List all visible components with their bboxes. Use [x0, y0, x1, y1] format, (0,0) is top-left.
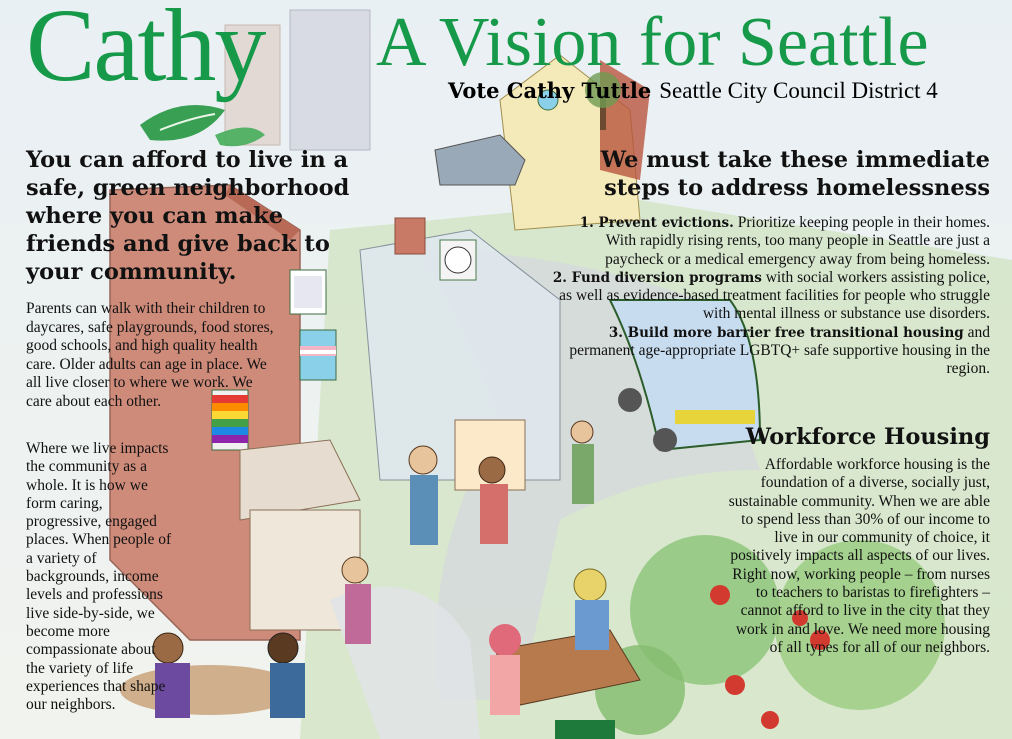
workforce-body: Affordable workforce housing is the foundation of a diverse, socially just, sustainable community. When we are able to spend less than 30% of our income to live in our community of choice, it positively impacts all aspects of our lives. Right now, working people – from nurses to teachers to baristas to firefighters – cannot afford to live in the city that they work in and love. We need more housing of all types for all of our neighbors.: [728, 456, 990, 656]
left-paragraph-1: Parents can walk with their children to daycares, safe playgrounds, food stores, good schools, and high quality health care. Older adults can age in place. We all live closer to where we work. We care about each other.: [26, 300, 274, 410]
step-title: 3. Build more barrier free transitional housing: [608, 324, 964, 341]
homelessness-heading: We must take these immediate steps to address homelessness: [600, 147, 990, 201]
workforce-heading: Workforce Housing: [745, 424, 990, 450]
step-title: 1. Prevent evictions.: [579, 215, 734, 231]
step-item: [550, 214, 990, 269]
homelessness-steps: [550, 214, 990, 379]
left-heading: You can afford to live in a safe, green neighborhood where you can make friends and give back to your community.: [26, 147, 350, 285]
page-title: A Vision for Seattle: [376, 4, 929, 81]
step-text: and permanent age-appropriate LGBTQ+ safe supportive housing in the region.: [569, 323, 990, 378]
step-text: Prioritize keeping people in their homes. With rapidly rising rents, too many people in Seattle are just a paycheck or a medical emergency away from being homeless.: [605, 214, 990, 268]
vote-line: [448, 78, 938, 104]
step-item: [550, 324, 990, 379]
step-text: with social workers assisting police, as well as evidence-based treatment facilities for people who struggle with mental illness or substance use disorders.: [559, 268, 990, 323]
step-title: 2. Fund diversion programs: [552, 269, 762, 286]
vote-cathy-tuttle: Vote Cathy Tuttle: [448, 78, 652, 103]
left-paragraph-2: Where we live impacts the community as a whole. It is how we form caring, progressive, engaged places. When people of a variety of backgrounds, income levels and professions live side-by-side, we become more compassionate about the variety of life experiences that shape our neighbors.: [26, 440, 172, 714]
cathy-logo: Cathy: [26, 0, 265, 103]
step-item: [550, 269, 990, 324]
district-label: Seattle City Council District 4: [659, 78, 938, 103]
